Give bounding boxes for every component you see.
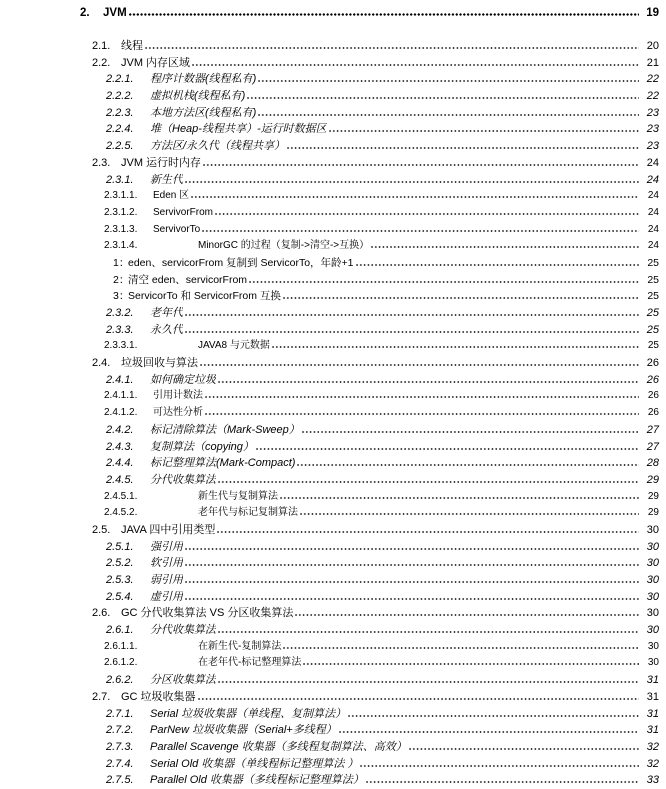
toc-entry-title: 如何确定垃圾: [150, 373, 216, 386]
toc-entry-title: ParNew 垃圾收集器（Serial+多线程）: [150, 724, 337, 737]
toc-list: [0, 5, 666, 789]
toc-entry-title: GC 分代收集算法 VS 分区收集算法: [121, 607, 294, 620]
toc-entry[interactable]: [0, 5, 666, 22]
leader-dots: [198, 698, 639, 700]
toc-entry-number: 2.3.1.: [106, 173, 134, 186]
toc-entry-page-number: 25: [647, 273, 659, 286]
toc-entry-page-number: 30: [646, 624, 659, 637]
toc-entry-number: 2.4.5.: [106, 473, 134, 486]
toc-entry-number: 2.3.1.1.: [104, 190, 138, 202]
toc-entry-number: 2.3.3.1.: [104, 340, 138, 352]
toc-entry-page-number: 21: [646, 56, 659, 69]
toc-entry-page-number: 30: [647, 640, 659, 652]
toc-entry[interactable]: [0, 622, 666, 639]
toc-entry-page-number: 30: [646, 557, 659, 570]
toc-entry[interactable]: [0, 372, 666, 389]
toc-entry-number: 2.3.1.2.: [104, 206, 138, 218]
toc-entry-title: 强引用: [150, 540, 183, 553]
leader-dots: [145, 47, 639, 49]
toc-entry-page-number: 30: [646, 607, 659, 620]
toc-entry-number: 2.4.2.: [106, 423, 134, 436]
toc-entry-title: 程序计数器(线程私有): [150, 73, 257, 86]
leader-dots: [200, 364, 639, 366]
toc-entry-number: 2.4.4.: [106, 457, 134, 470]
toc-entry[interactable]: [0, 388, 666, 405]
toc-entry-page-number: 27: [646, 423, 659, 436]
toc-entry-page-number: 24: [647, 190, 659, 202]
toc-entry-page-number: 23: [646, 123, 659, 136]
toc-entry-title: 分代收集算法: [150, 624, 216, 637]
toc-entry-title: eden、servicorFrom 复制到 ServicorTo，年龄+1: [128, 256, 354, 269]
leader-dots: [202, 230, 639, 232]
toc-entry-title: 线程: [121, 40, 143, 52]
leader-dots: [302, 431, 639, 433]
leader-dots: [348, 715, 639, 717]
toc-entry-title: 虚拟机栈(线程私有): [150, 90, 246, 103]
leader-dots: [249, 281, 639, 283]
toc-entry-number: 2.3.1.3.: [104, 223, 138, 235]
toc-entry[interactable]: [0, 238, 666, 255]
toc-entry-title: 永久代: [150, 323, 183, 336]
toc-entry[interactable]: [0, 121, 666, 138]
toc-entry-title: 在新生代-复制算法: [198, 640, 282, 652]
toc-entry[interactable]: [0, 355, 666, 372]
toc-entry[interactable]: [0, 572, 666, 589]
leader-dots: [185, 598, 639, 600]
toc-entry-number: 1：: [113, 256, 130, 269]
toc-entry-number: 2.7.1.: [106, 707, 134, 720]
leader-dots: [283, 297, 639, 299]
toc-entry-number: 2.2.2.: [106, 90, 134, 103]
toc-entry[interactable]: [0, 222, 666, 239]
toc-entry-number: 2：: [113, 273, 130, 286]
toc-entry-title: 新生代与复制算法: [198, 490, 278, 502]
leader-dots: [185, 331, 639, 333]
toc-entry-title: JVM: [103, 7, 127, 19]
toc-entry-page-number: 30: [647, 657, 659, 669]
toc-entry-title: JAVA8 与元数据: [198, 340, 270, 352]
toc-entry-title: 本地方法区(线程私有): [150, 106, 257, 119]
toc-entry-number: 2.7.: [92, 690, 111, 703]
toc-entry-number: 2.3.2.: [106, 307, 134, 319]
toc-entry[interactable]: [0, 322, 666, 339]
toc-entry-page-number: 20: [646, 40, 659, 52]
leader-dots: [360, 765, 639, 767]
toc-entry-number: 2.6.1.: [106, 624, 134, 637]
toc-entry-title: MinorGC 的过程（复制->清空->互换）: [198, 240, 370, 252]
leader-dots: [247, 97, 639, 99]
toc-entry-page-number: 30: [646, 590, 659, 603]
toc-entry-title: JVM 运行时内存: [121, 156, 202, 169]
toc-entry-title: GC 垃圾收集器: [121, 690, 196, 703]
toc-entry-page-number: 26: [647, 390, 659, 402]
toc-entry-number: 2.5.3.: [106, 574, 134, 586]
toc-entry[interactable]: [0, 105, 666, 122]
toc-entry-page-number: 22: [646, 90, 659, 103]
toc-entry-title: 引用计数法: [153, 390, 203, 402]
toc-entry-number: 2.7.5.: [106, 774, 134, 787]
toc-entry-page-number: 25: [647, 340, 659, 352]
toc-entry-number: 2.2.4.: [106, 123, 134, 136]
toc-entry-page-number: 25: [646, 323, 659, 336]
leader-dots: [185, 314, 639, 316]
toc-entry-page-number: 31: [646, 707, 659, 720]
toc-entry-page-number: 31: [646, 674, 659, 687]
toc-entry-title: 堆（Heap-线程共享）-运行时数据区: [150, 123, 327, 136]
toc-entry-title: 弱引用: [150, 574, 183, 586]
toc-entry-title: ServicorTo 和 ServicorFrom 互换: [128, 290, 281, 303]
toc-entry-title: Serial Old 收集器（单线程标记整理算法 ）: [150, 757, 359, 770]
toc-entry-title: 标记清除算法（Mark-Sweep）: [150, 423, 300, 436]
leader-dots: [295, 614, 639, 616]
toc-entry[interactable]: [0, 55, 666, 72]
toc-entry-title: Serial 垃圾收集器（单线程、复制算法）: [150, 707, 347, 720]
leader-dots: [218, 481, 639, 483]
toc-entry-title: 分区收集算法: [150, 674, 216, 687]
toc-entry-number: 2.6.1.2.: [104, 657, 138, 669]
toc-entry[interactable]: [0, 288, 666, 305]
toc-entry-page-number: 19: [646, 7, 659, 19]
toc-entry-number: 2.4.5.2.: [104, 507, 138, 519]
toc-entry[interactable]: [0, 639, 666, 656]
toc-entry-number: 2.5.: [92, 523, 111, 536]
toc-entry[interactable]: [0, 38, 666, 55]
toc-entry-title: ServivorFrom: [153, 206, 214, 218]
toc-entry[interactable]: [0, 589, 666, 606]
toc-entry[interactable]: [0, 439, 666, 456]
toc-entry-title: 垃圾回收与算法: [121, 357, 198, 370]
toc-entry[interactable]: [0, 71, 666, 88]
toc-entry[interactable]: [0, 539, 666, 556]
toc-entry[interactable]: [0, 405, 666, 422]
toc-entry[interactable]: [0, 689, 666, 706]
toc-entry[interactable]: [0, 655, 666, 672]
toc-entry-page-number: 26: [647, 407, 659, 419]
toc-entry-title: Parallel Old 收集器（多线程标记整理算法）: [150, 774, 364, 787]
toc-entry-page-number: 23: [646, 140, 659, 153]
toc-entry[interactable]: [0, 422, 666, 439]
toc-entry-number: 2.2.5.: [106, 140, 134, 153]
toc-entry-number: 2.5.2.: [106, 557, 134, 570]
toc-entry-number: 3：: [113, 290, 130, 303]
toc-entry[interactable]: [0, 338, 666, 355]
toc-entry-number: 2.1.: [92, 40, 111, 52]
leader-dots: [339, 731, 639, 733]
toc-entry-number: 2.3.1.4.: [104, 240, 138, 252]
leader-dots: [218, 631, 639, 633]
leader-dots: [287, 147, 639, 149]
toc-entry[interactable]: [0, 188, 666, 205]
toc-entry[interactable]: [0, 138, 666, 155]
toc-entry[interactable]: [0, 505, 666, 522]
toc-entry-title: 复制算法（copying）: [150, 440, 254, 453]
toc-entry[interactable]: [0, 555, 666, 572]
toc-entry-page-number: 32: [646, 740, 659, 753]
toc-entry-number: 2.4.3.: [106, 440, 134, 453]
toc-entry-page-number: 27: [646, 440, 659, 453]
toc-entry-page-number: 24: [647, 223, 659, 235]
leader-dots: [371, 246, 639, 248]
toc-entry-number: 2.4.1.: [106, 373, 134, 386]
toc-entry-page-number: 30: [646, 574, 659, 586]
toc-entry-number: 2.4.1.1.: [104, 390, 138, 402]
leader-dots: [185, 548, 639, 550]
leader-dots: [192, 64, 639, 66]
toc-entry-page-number: 24: [647, 240, 659, 252]
toc-entry-title: JAVA 四中引用类型: [121, 523, 216, 536]
leader-dots: [218, 681, 639, 683]
toc-entry-title: 分代收集算法: [150, 473, 216, 486]
toc-entry-title: 老年代: [150, 307, 183, 319]
toc-entry-number: 2.3.: [92, 156, 111, 169]
toc-entry-number: 2.3.3.: [106, 323, 134, 336]
toc-entry-page-number: 24: [647, 206, 659, 218]
toc-entry[interactable]: [0, 489, 666, 506]
toc-entry-page-number: 29: [647, 507, 659, 519]
toc-entry[interactable]: [0, 472, 666, 489]
toc-entry-number: 2.7.2.: [106, 724, 134, 737]
toc-entry-page-number: 24: [646, 173, 659, 186]
toc-entry-number: 2.: [80, 7, 90, 19]
toc-entry[interactable]: [0, 205, 666, 222]
leader-dots: [329, 130, 639, 132]
toc-entry-number: 2.2.1.: [106, 73, 134, 86]
toc-entry-page-number: 26: [646, 373, 659, 386]
toc-entry-page-number: 25: [647, 256, 659, 269]
leader-dots: [203, 164, 639, 166]
leader-dots: [297, 464, 639, 466]
toc-entry-number: 2.7.4.: [106, 757, 134, 770]
leader-dots: [356, 264, 639, 266]
toc-entry-page-number: 31: [646, 690, 659, 703]
leader-dots: [185, 564, 639, 566]
leader-dots: [272, 346, 639, 348]
toc-entry[interactable]: [0, 272, 666, 289]
leader-dots: [185, 181, 639, 183]
toc-entry[interactable]: [0, 722, 666, 739]
toc-entry-page-number: 30: [646, 523, 659, 536]
toc-entry-title: 软引用: [150, 557, 183, 570]
leader-dots: [300, 513, 639, 515]
toc-entry-title: JVM 内存区域: [121, 56, 191, 69]
toc-entry[interactable]: [0, 756, 666, 773]
toc-entry-number: 2.6.1.1.: [104, 640, 138, 652]
toc-entry[interactable]: [0, 522, 666, 539]
toc-entry-number: 2.4.5.1.: [104, 490, 138, 502]
toc-entry-page-number: 30: [646, 540, 659, 553]
toc-entry[interactable]: [0, 672, 666, 689]
toc-entry-number: 2.6.: [92, 607, 111, 620]
toc-entry-title: 清空 eden、servicorFrom: [128, 273, 248, 286]
leader-dots: [218, 381, 639, 383]
toc-entry[interactable]: [0, 255, 666, 272]
toc-entry-number: 2.2.3.: [106, 106, 134, 119]
toc-entry-title: 新生代: [150, 173, 183, 186]
leader-dots: [215, 213, 639, 215]
toc-entry[interactable]: [0, 305, 666, 322]
toc-entry-title: 标记整理算法(Mark-Compact): [150, 457, 296, 470]
leader-dots: [280, 497, 639, 499]
toc-entry-title: ServivorTo: [153, 223, 201, 235]
toc-entry-page-number: 29: [646, 473, 659, 486]
leader-dots: [258, 80, 639, 82]
toc-entry-page-number: 26: [646, 357, 659, 370]
leader-dots: [205, 413, 639, 415]
toc-entry-title: 可达性分析: [153, 407, 203, 419]
toc-entry-number: 2.5.4.: [106, 590, 134, 603]
toc-entry[interactable]: [0, 605, 666, 622]
toc-entry-number: 2.6.2.: [106, 674, 134, 687]
leader-dots: [185, 581, 639, 583]
leader-dots: [217, 531, 639, 533]
toc-entry-title: 老年代与标记复制算法: [198, 507, 298, 519]
leader-dots: [258, 114, 639, 116]
toc-entry-page-number: 33: [646, 774, 659, 787]
toc-entry[interactable]: [0, 172, 666, 189]
toc-entry[interactable]: [0, 88, 666, 105]
toc-entry-number: 2.7.3.: [106, 740, 134, 753]
leader-dots: [283, 647, 639, 649]
toc-entry-number: 2.4.: [92, 357, 111, 370]
toc-entry[interactable]: [0, 455, 666, 472]
leader-dots: [303, 663, 639, 665]
toc-entry-number: 2.4.1.2.: [104, 407, 138, 419]
toc-entry-page-number: 31: [646, 724, 659, 737]
leader-dots: [256, 448, 639, 450]
leader-dots: [191, 196, 639, 198]
toc-entry[interactable]: [0, 772, 666, 789]
toc-entry-title: 方法区/永久代（线程共享）: [150, 140, 286, 153]
leader-dots: [366, 781, 639, 783]
toc-entry-number: 2.5.1.: [106, 540, 134, 553]
toc-entry-number: 2.2.: [92, 56, 111, 69]
toc-entry-page-number: 29: [647, 490, 659, 502]
toc-entry-page-number: 22: [646, 73, 659, 86]
toc-entry-title: 在老年代-标记整理算法: [198, 657, 302, 669]
toc-entry[interactable]: [0, 739, 666, 756]
toc-entry-page-number: 25: [647, 290, 659, 303]
toc-entry-page-number: 28: [646, 457, 659, 470]
toc-entry-title: Parallel Scavenge 收集器（多线程复制算法、高效）: [150, 740, 407, 753]
toc-entry-title: 虚引用: [150, 590, 183, 603]
leader-dots: [129, 13, 639, 16]
leader-dots: [205, 396, 639, 398]
toc-entry-page-number: 24: [646, 156, 659, 169]
toc-entry-title: Eden 区: [153, 190, 190, 202]
toc-entry-page-number: 32: [646, 757, 659, 770]
toc-entry[interactable]: [0, 706, 666, 723]
toc-entry-page-number: 23: [646, 106, 659, 119]
leader-dots: [409, 748, 639, 750]
toc-entry[interactable]: [0, 155, 666, 172]
toc-entry-page-number: 25: [646, 307, 659, 319]
